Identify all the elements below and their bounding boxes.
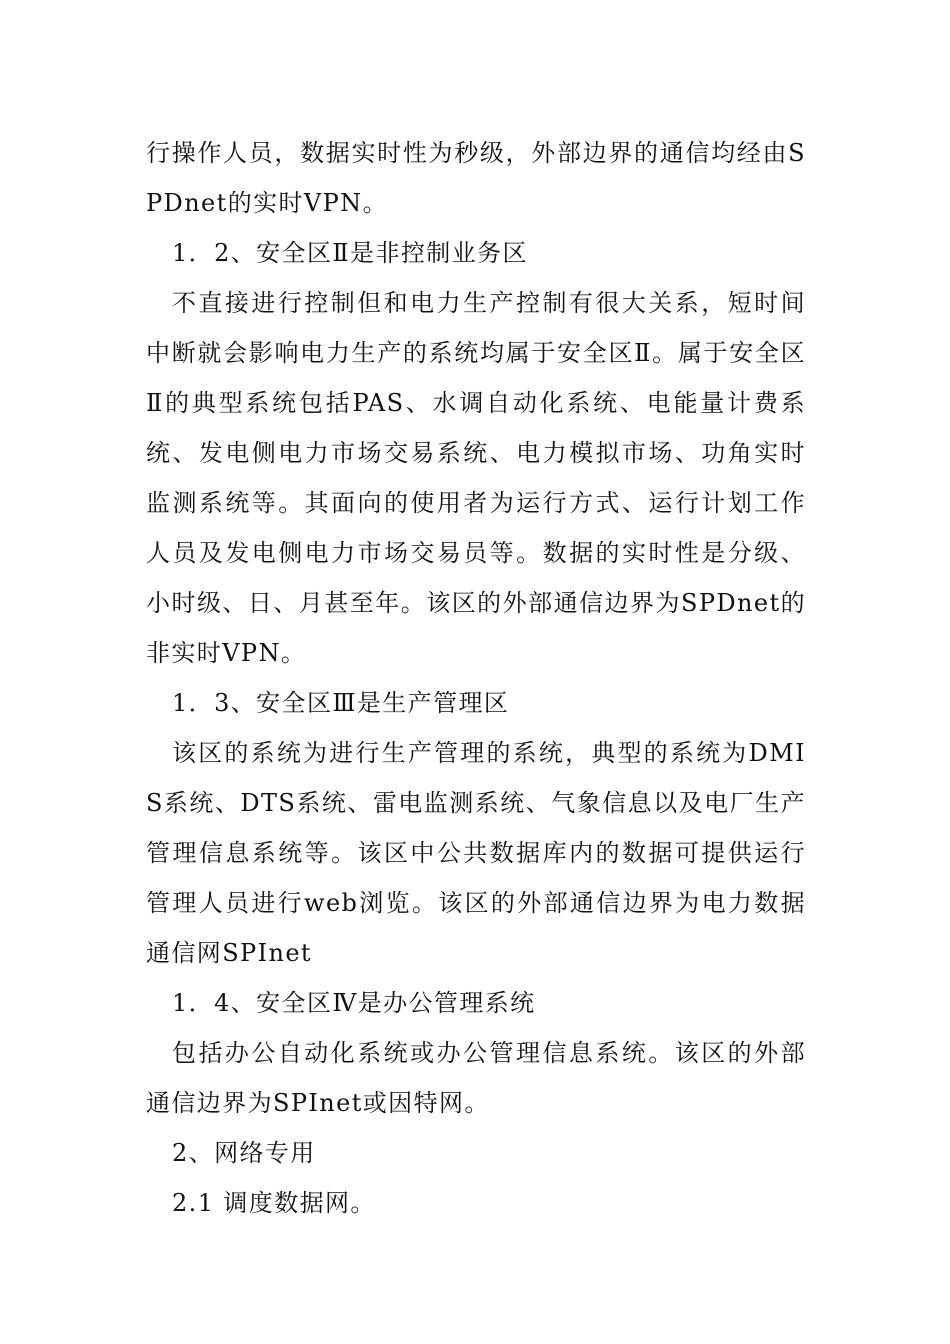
paragraph-zone-4: 包括办公自动化系统或办公管理信息系统。该区的外部通信边界为SPInet或因特网。 [146, 1039, 806, 1117]
paragraph-continuation: 行操作人员，数据实时性为秒级，外部边界的通信均经由SPDnet的实时VPN。 [146, 139, 806, 217]
section-heading-1-4: 1．4、安全区Ⅳ是办公管理系统 [172, 989, 536, 1017]
paragraph-zone-3: 该区的系统为进行生产管理的系统，典型的系统为DMIS系统、DTS系统、雷电监测系统、气象信息以及电厂生产管理信息系统等。该区中公共数据库内的数据可提供运行管理人员进行web浏览。该区的外部通信边界为电力数据通信网SPInet [146, 739, 806, 967]
section-heading-1-3: 1．3、安全区Ⅲ是生产管理区 [172, 689, 510, 717]
paragraph-zone-2: 不直接进行控制但和电力生产控制有很大关系，短时间中断就会影响电力生产的系统均属于安全区Ⅱ。属于安全区Ⅱ的典型系统包括PAS、水调自动化系统、电能量计费系统、发电侧电力市场交易系统、电力模拟市场、功角实时监测系统等。其面向的使用者为运行方式、运行计划工作人员及发电侧电力市场交易员等。数据的实时性是分级、小时级、日、月甚至年。该区的外部通信边界为SPDnet的非实时VPN。 [146, 289, 806, 667]
section-heading-2-1: 2.1 调度数据网。 [172, 1189, 376, 1217]
section-heading-2: 2、网络专用 [172, 1139, 316, 1167]
document-body [146, 128, 806, 1228]
section-heading-1-2: 1．2、安全区Ⅱ是非控制业务区 [172, 239, 528, 267]
